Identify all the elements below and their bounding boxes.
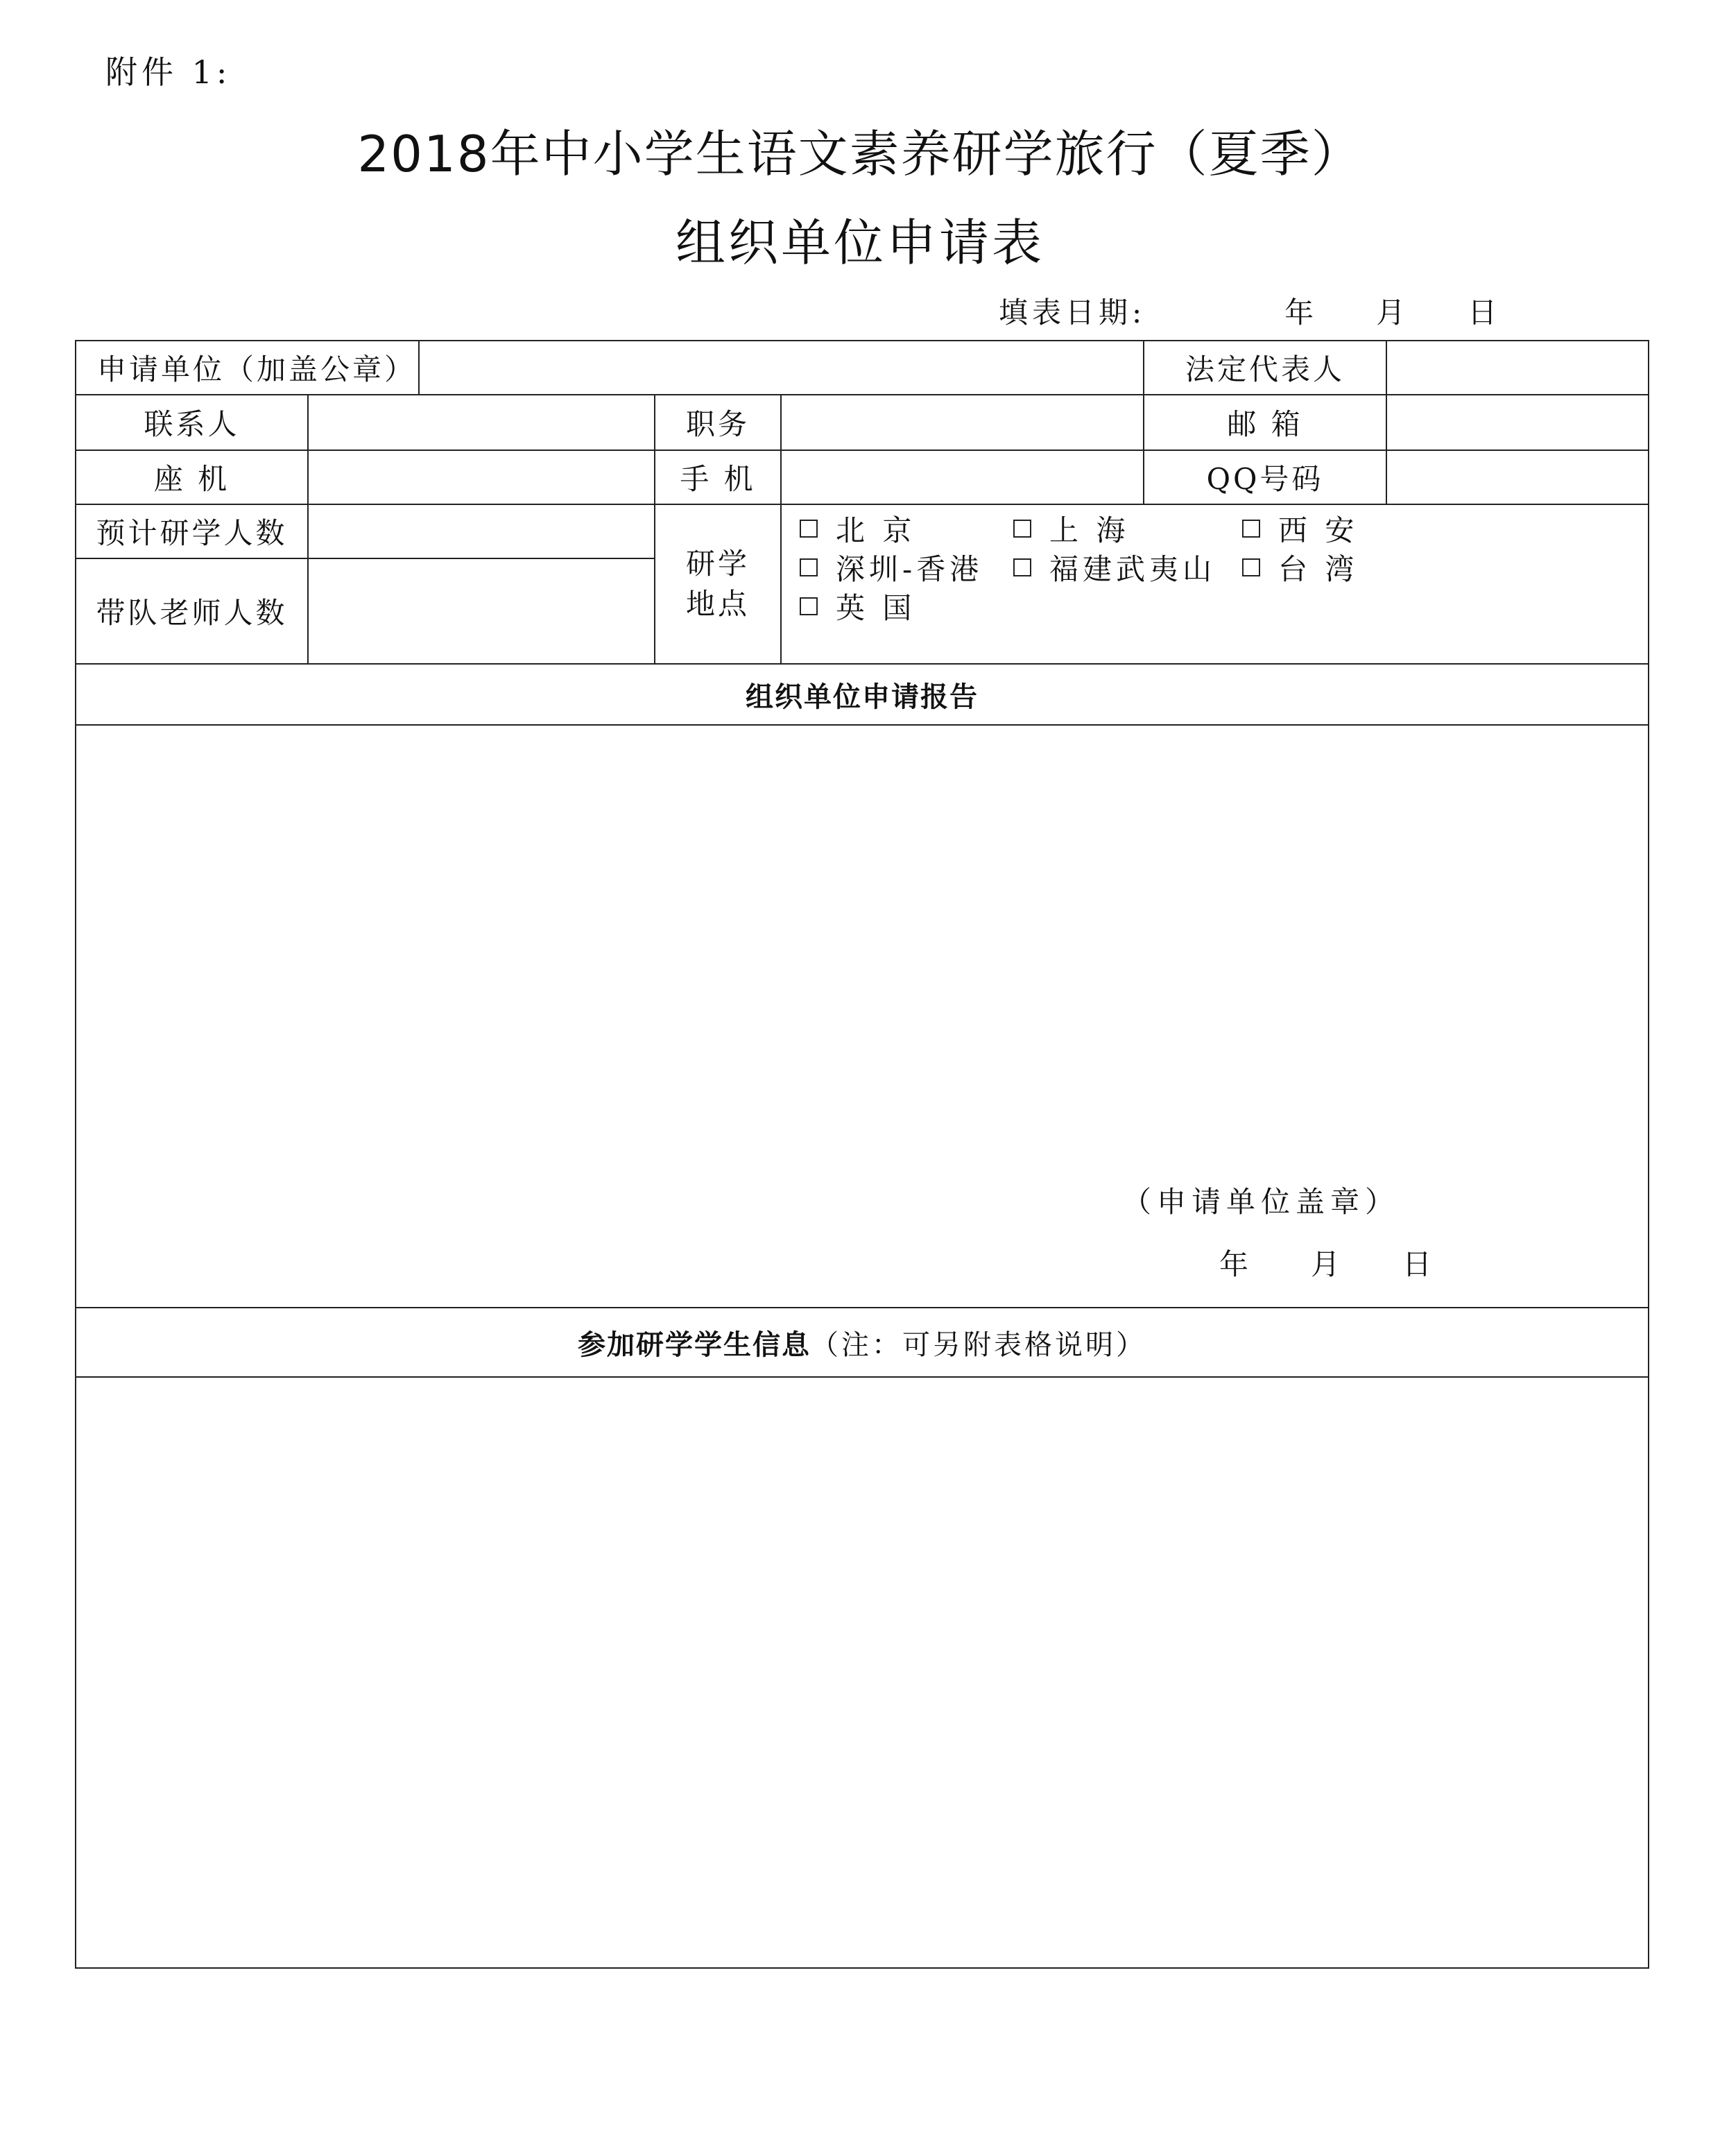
- position-label: 职务: [654, 394, 782, 451]
- location-label: [654, 504, 782, 665]
- applicant-input[interactable]: [418, 340, 1144, 395]
- checkbox-icon[interactable]: [800, 520, 818, 538]
- fill-date-month: 月: [1376, 296, 1406, 330]
- qq-label: QQ号码: [1143, 450, 1387, 505]
- report-month: 月: [1311, 1247, 1341, 1281]
- students-count-input[interactable]: [307, 504, 655, 559]
- form-title: 2018年中小学生语文素养研学旅行（夏季）: [357, 125, 1363, 183]
- mobile-input[interactable]: [780, 450, 1144, 505]
- students-info-header: [75, 1307, 1649, 1378]
- qq-input[interactable]: [1386, 450, 1649, 505]
- contact-label: 联系人: [75, 394, 309, 451]
- location-option-shanghai[interactable]: 上 海: [1013, 508, 1129, 549]
- fill-date-year: 年: [1284, 296, 1314, 330]
- students-info-area[interactable]: [75, 1376, 1649, 1969]
- legal-rep-input[interactable]: [1386, 340, 1649, 395]
- application-form: [75, 340, 1649, 1969]
- report-area[interactable]: [75, 724, 1649, 1308]
- students-info-note: （注：可另附表格说明）: [811, 1328, 1146, 1361]
- landline-label: 座 机: [75, 450, 309, 505]
- location-label-line2: 地点: [685, 587, 750, 621]
- attachment-label: 附件 1:: [105, 53, 232, 91]
- location-option-beijing[interactable]: 北 京: [800, 508, 915, 549]
- location-option-taiwan[interactable]: 台 湾: [1242, 547, 1358, 588]
- report-header: 组织单位申请报告: [75, 663, 1649, 726]
- location-option-xian[interactable]: 西 安: [1242, 508, 1358, 549]
- checkbox-icon[interactable]: [1013, 520, 1031, 538]
- checkbox-icon[interactable]: [1242, 520, 1260, 538]
- email-label: 邮 箱: [1143, 394, 1387, 451]
- students-count-label: 预计研学人数: [75, 504, 309, 559]
- position-input[interactable]: [780, 394, 1144, 451]
- form-subtitle: 组织单位申请表: [675, 214, 1044, 272]
- checkbox-icon[interactable]: [1013, 558, 1031, 576]
- fill-date-label: 填表日期:: [999, 296, 1146, 330]
- fill-date-day: 日: [1468, 296, 1497, 330]
- report-date: [1219, 1242, 1431, 1283]
- teachers-count-input[interactable]: [307, 558, 655, 665]
- location-option-shenzhen-hongkong[interactable]: 深圳-香港: [800, 547, 983, 588]
- location-options: [780, 504, 1649, 665]
- teachers-count-label: 带队老师人数: [75, 558, 309, 665]
- legal-rep-label: 法定代表人: [1143, 340, 1387, 395]
- seal-text: （申请单位盖章）: [1122, 1185, 1400, 1219]
- checkbox-icon[interactable]: [800, 597, 818, 615]
- location-option-wuyishan[interactable]: 福建武夷山: [1013, 547, 1216, 588]
- students-info-title: 参加研学学生信息: [578, 1328, 811, 1361]
- report-day: 日: [1402, 1247, 1432, 1281]
- landline-input[interactable]: [307, 450, 655, 505]
- fill-date-line: [999, 290, 1497, 332]
- checkbox-icon[interactable]: [1242, 558, 1260, 576]
- mobile-label: 手 机: [654, 450, 782, 505]
- applicant-label: 申请单位（加盖公章）: [75, 340, 420, 395]
- location-option-uk[interactable]: 英 国: [800, 585, 915, 627]
- report-year: 年: [1219, 1247, 1249, 1281]
- contact-input[interactable]: [307, 394, 655, 451]
- checkbox-icon[interactable]: [800, 558, 818, 576]
- location-label-line1: 研学: [685, 547, 750, 581]
- email-input[interactable]: [1386, 394, 1649, 451]
